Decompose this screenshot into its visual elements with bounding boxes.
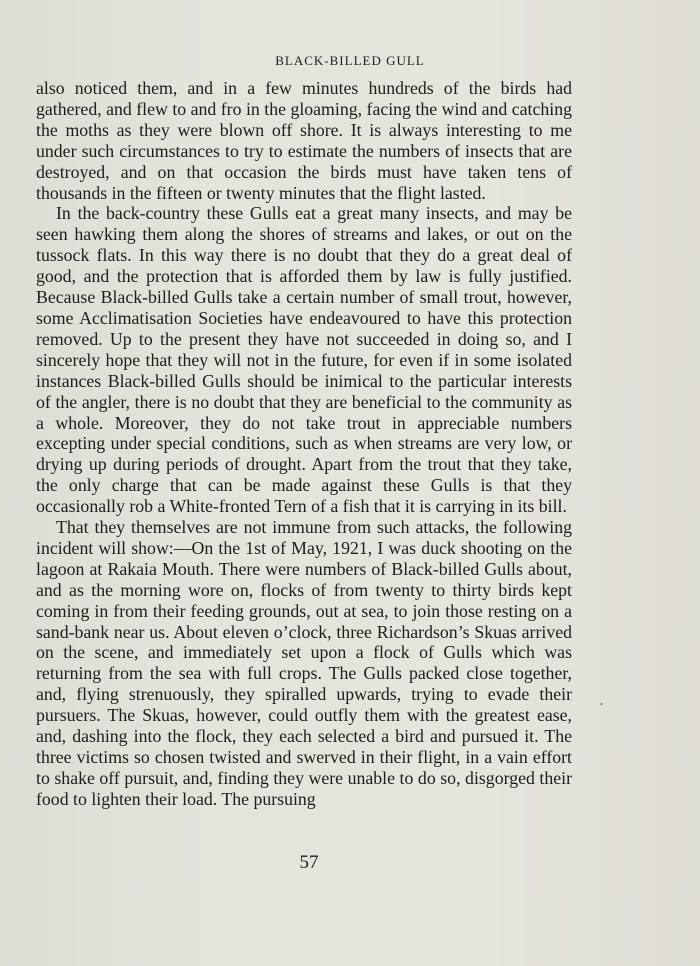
paper-speck <box>600 703 603 705</box>
page-number: 57 <box>299 852 319 873</box>
paragraph-continued: also noticed them, and in a few minutes hundreds of the birds had gathered, and flew to and fro in the gloaming, facing the wind and catching the moths as they were blown off shore. It is always interesting to me under such circumstances to try to estimate the numbers of insects that are destroyed, and on that occasion the birds must have taken tens of thousands in the fifteen or twenty minutes that the flight lasted. <box>36 78 572 203</box>
paragraph-back-country: In the back-country these Gulls eat a great many insects, and may be seen hawking them along the shores of streams and lakes, or out on the tussock flats. In this way there is no doubt that they do a great deal of good, and the protection that is afforded them by law is fully justified. Because Black-billed Gulls take a certain number of small trout, however, some Acclimatisation Societies have endeavoured to have this protection removed. Up to the present they have not succeeded in doing so, and I sincerely hope that they will not in the future, for even if in some isolated instances Black-billed Gulls should be inimical to the particular interests of the angler, there is no doubt that they are beneficial to the community as a whole. Moreover, they do not take trout in appreciable numbers excepting under special conditions, such as when streams are very low, or drying up during periods of drought. Apart from the trout that they take, the only charge that can be made against these Gulls is that they occasionally rob a White-fronted Tern of a fish that it is carrying in its bill. <box>36 203 572 517</box>
body-text <box>36 78 572 810</box>
running-head: BLACK-BILLED GULL <box>275 53 425 68</box>
paragraph-skua-incident: That they themselves are not immune from such attacks, the following incident will show:—On the 1st of May, 1921, I was duck shooting on the lagoon at Rakaia Mouth. There were numbers of Black-billed Gulls about, and as the morning wore on, flocks of from twenty to thirty birds kept coming in from their feeding grounds, out at sea, to join those resting on a sand-bank near us. About eleven o’clock, three Richardson’s Skuas arrived on the scene, and immediately set upon a flock of Gulls which was returning from the sea with full crops. The Gulls packed close together, and, flying strenuously, they spiralled upwards, trying to evade their pursuers. The Skuas, however, could outfly them with the greatest ease, and, dashing into the flock, they each selected a bird and pursued it. The three victims so chosen twisted and swerved in their flight, in a vain effort to shake off pursuit, and, finding they were unable to do so, disgorged their food to lighten their load. The pursuing <box>36 517 572 809</box>
